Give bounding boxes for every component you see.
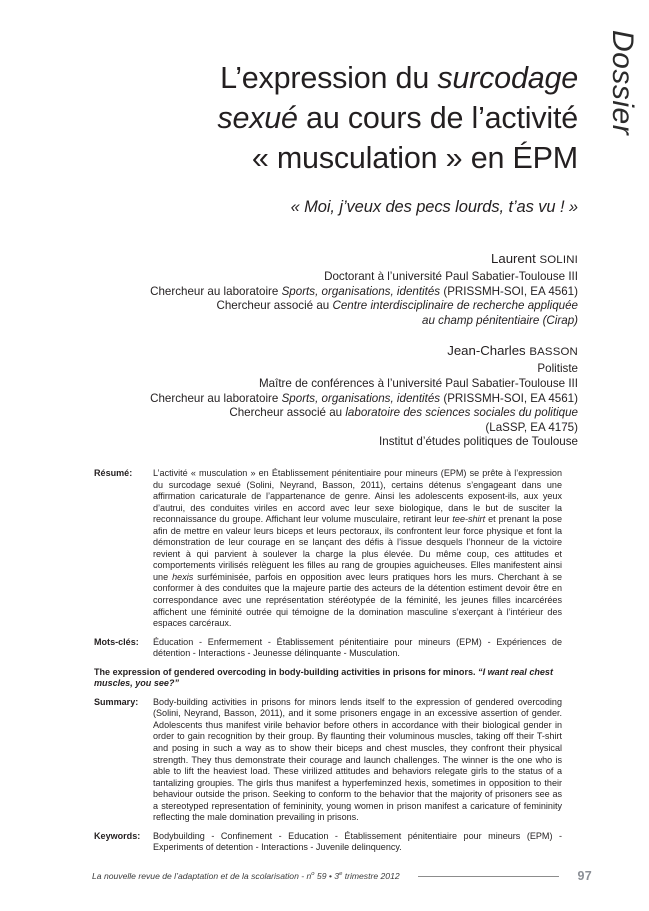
italic-run: hexis	[172, 571, 194, 582]
author-affiliation-1	[60, 362, 578, 377]
footer-issue: - $n^o$ 59 • 3e trimestre 2012	[298, 871, 400, 881]
author-1	[60, 250, 578, 328]
author-affiliation-3	[60, 392, 578, 407]
italic-run: Sports, organisations, identités	[281, 284, 441, 298]
text-run: Chercheur au laboratoire	[150, 391, 282, 405]
author-last-name: SOLINI	[539, 254, 578, 266]
abstract-fr-text	[153, 468, 562, 630]
author-first-name: Laurent	[491, 251, 540, 266]
keywords-en-row	[94, 831, 562, 854]
keywords-fr-text: Éducation - Enfermement - Établissement pénitentiaire pour mineurs (EPM) - Expériences de détention - Interactions - Jeunesse délinquante - Musculation.	[153, 636, 562, 659]
page-footer	[92, 869, 592, 883]
text-run: Chercheur associé au	[229, 406, 346, 420]
title-block	[60, 58, 578, 218]
author-affiliation-6	[60, 435, 578, 450]
author-affiliation-2	[60, 285, 578, 300]
italic-run: laboratoire des sciences sociales du politique	[345, 406, 578, 420]
author-affiliation-3	[60, 299, 578, 314]
author-last-name: BASSON	[529, 346, 578, 359]
abstract-fr-label: Résumé:	[94, 468, 133, 478]
text-run: Chercheur associé au	[216, 299, 333, 313]
abstract-en-row	[94, 697, 562, 824]
abstract-en-text: Body-building activities in prisons for minors lends itself to the expression of gendered overcoding (Solini, Neyrand, Basson, 2011), and it some prisoners engage in an excessive assertion of gender. Adolescents thus manifest virile behavior before others in accordance with their biological gender in order to gain recognition by their group. By flaunting their voluminous muscles, taking off their T-shirt and posing in such a way as to show their biceps and chest muscles, they confront their physical strength. They thus demonstrate their courage and launch challenges. The winner is the one who is able to lift the heaviest load. These virilized attitudes and behaviors relegate girls to the status of a tantalizing groupies. The girls thus manifest a hyperfeminzed hexis, sometimes in opposition to their behaviour outside the prison. Seeking to conform to the behavior that the majority of prisoners see as a stereotyped representation of femininity, young women in prison manifest a caricature of femininity reflecting the male domination prevailing in prisons.	[153, 696, 562, 823]
footer-divider	[418, 876, 560, 877]
abstract-en-label: Summary:	[94, 696, 139, 707]
author-affiliation-1	[60, 270, 578, 285]
text-run: Institut d’études politiques de Toulouse	[379, 435, 578, 449]
author-affiliation-4	[60, 314, 578, 329]
italic-run: Sports, organisations, identités	[281, 391, 441, 405]
italic-run: tee-shirt	[452, 514, 486, 525]
section-tab-label: Dossier	[606, 30, 639, 136]
keywords-en-text: Bodybuilding - Confinement - Education - Établissement pénitentiaire pour mineurs (EPM) - Experiments of detention - Interactions - Juvenile delinquency.	[153, 830, 562, 853]
author-first-name: Jean-Charles	[447, 343, 530, 359]
abstract-block	[94, 468, 562, 861]
footer-citation	[92, 871, 400, 881]
section-tab	[597, 30, 643, 210]
author-name	[60, 250, 578, 269]
keywords-en-label: Keywords:	[94, 830, 141, 841]
italic-run: surcodage	[437, 61, 578, 95]
italic-run: sexué	[217, 101, 298, 135]
text-run: Maître de conférences à l’université Paul Sabatier-Toulouse III	[259, 376, 578, 390]
text-run: et prenant la pose afin de mettre en valeur leurs biceps et leurs pectoraux, ils confrontent leur force physique et font la démonstration de leur courage en se lançant des défis à l’issue desquels l’honneur de la victoire revient à qui parvient à soulever la charge la plus élevée. Du même coup, ces attitudes et comportements virilisés relèguent les filles au rang de groupies aguicheuses. Elles manifestent ainsi une	[153, 514, 562, 582]
footer-journal-name: La nouvelle revue de l’adaptation et de la scolarisation	[92, 871, 299, 881]
page-title	[60, 58, 578, 178]
title-line-2	[60, 98, 578, 138]
author-block	[60, 250, 578, 450]
author-2	[60, 342, 578, 450]
author-affiliation-2	[60, 377, 578, 392]
text-run: (PRISSMH-SOI, EA 4561)	[440, 391, 578, 405]
page-number: 97	[577, 869, 592, 883]
text-run: Doctorant à l’université Paul Sabatier-Toulouse III	[324, 270, 578, 283]
abstract-fr-row	[94, 468, 562, 630]
author-affiliation-5	[60, 421, 578, 436]
text-run: au cours de l’activité	[297, 101, 578, 135]
text-run: L’activité « musculation » en Établissement pénitentiaire pour mineurs (EPM) se prête à l’expression du surcodage sexué (Solini, Neyrand, Basson, 2011), certains détenus s’engageant dans une affirmation caricaturale de l’appartenance de genre. Ainsi les adolescents exposent-ils, aux yeux d’autrui, des conduites viriles en accord avec leur sexe biologique, dans le but de susciter la reconnaissance du groupe. Affichant leur volume musculaire, retirant leur	[153, 468, 562, 525]
title-subtitle: « Moi, j’veux des pecs lourds, t’as vu ! »	[290, 198, 578, 216]
text-run: (PRISSMH-SOI, EA 4561)	[440, 284, 578, 298]
english-title-quote: “I want real chest muscles, you see?”	[94, 666, 553, 689]
text-run: L’expression du	[220, 61, 438, 95]
italic-run: Centre interdisciplinaire de recherche appliquée	[332, 299, 578, 313]
keywords-fr-row	[94, 637, 562, 660]
text-run: surféminisée, parfois en opposition avec leurs pratiques hors les murs. Cherchant à se conformer à des conduites que la majeure partie des acteurs de la détention estiment devoir être en correspondance avec une représentation stéréotypée de la féminité, les jeunes filles incarcérées affichent une féminité outrée qui témoigne de la domination masculine s’exerçant à l’intérieur des espaces carcéraux.	[153, 571, 563, 629]
author-affiliation-4	[60, 406, 578, 421]
english-title	[94, 667, 562, 690]
text-run: (LaSSP, EA 4175)	[485, 420, 578, 434]
italic-run: au champ pénitentiaire (Cirap)	[422, 313, 578, 327]
title-line-3	[60, 138, 578, 178]
text-run: Chercheur au laboratoire	[150, 284, 282, 298]
text-run: « musculation » en ÉPM	[251, 141, 578, 175]
keywords-fr-label: Mots-clés:	[94, 636, 139, 647]
english-title-main: The expression of gendered overcoding in body-building activities in prisons for minors.	[94, 666, 479, 677]
author-name	[60, 342, 578, 361]
title-line-1	[60, 58, 578, 98]
text-run: Politiste	[537, 362, 578, 376]
